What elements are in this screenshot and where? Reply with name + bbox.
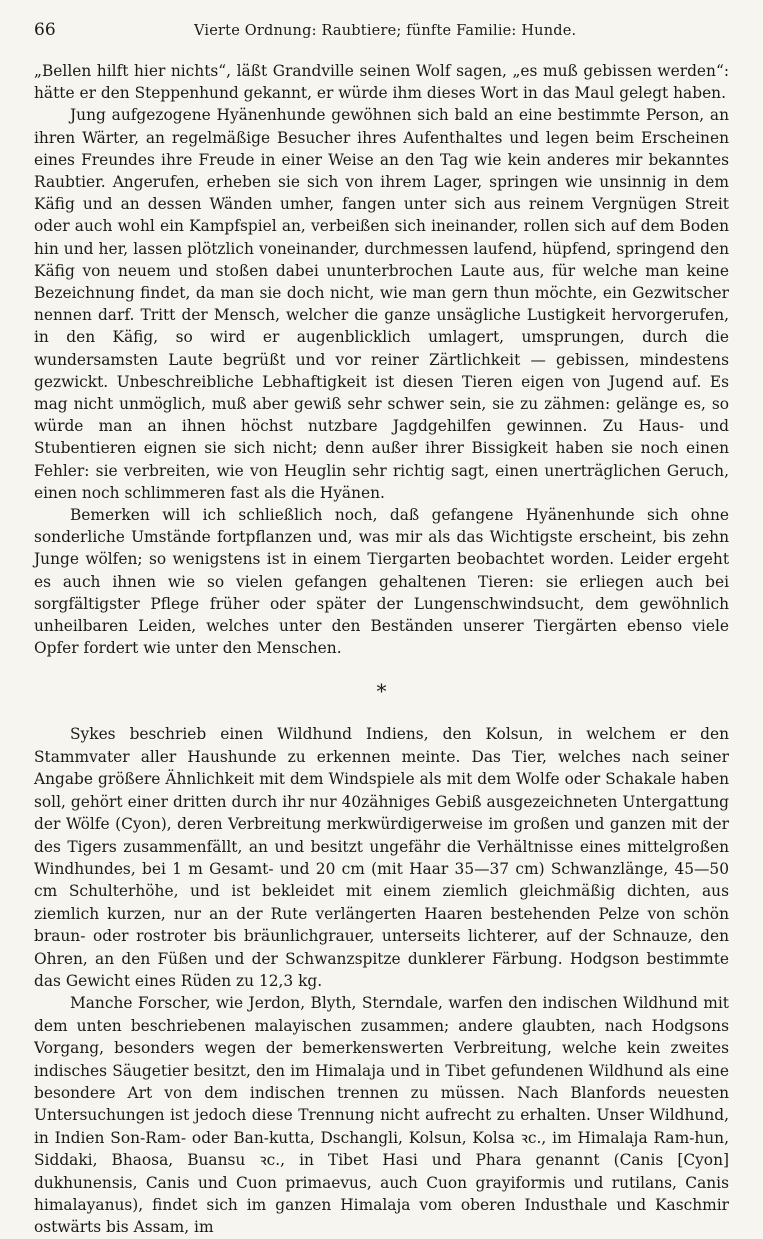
paragraph: Sykes beschrieb einen Wildhund Indiens, den Kolsun, in welchem er den Stammvater aller Haushunde zu erkennen meinte. Das Tier, welches nach seiner Angabe größere Ähnlichkeit mit dem Windspiele als mit dem Wolfe oder Schakale haben soll, gehört einer dritten durch ihr nur 40zähniges Gebiß ausgezeichneten Untergattung der Wölfe (Cyon), deren Verbreitung merkwürdigerweise im großen und ganzen mit der des Tigers zusammenfällt, an und besitzt ungefähr die Verhältnisse eines mittelgroßen Windhundes, bei 1 m Gesamt- und 20 cm (mit Haar 35—37 cm) Schwanzlänge, 45—50 cm Schulterhöhe, und ist bekleidet mit einem ziemlich gleichmäßig dichten, aus ziemlich kurzen, nur an der Rute verlängerten Haaren bestehenden Pelze von schön braun- oder rostroter bis bräunlichgrauer, unterseits lichterer, auf der Schnauze, den Ohren, an den Füßen und der Schwanzspitze dunklerer Färbung. Hodgson bestimmte das Gewicht eines Rüden zu 12,3 kg. xyxy=(34,725,729,990)
section-wildhund xyxy=(34,723,729,1238)
section-separator: * xyxy=(376,679,387,704)
running-title: Vierte Ordnung: Raubtiere; fünfte Familie: Hunde. xyxy=(194,23,577,39)
paragraph: „Bellen hilft hier nichts“, läßt Grandville seinen Wolf sagen, „es muß gebissen werden“: hätte er den Steppenhund gekannt, er würde ihm dieses Wort in das Maul gelegt haben. xyxy=(34,62,729,103)
paragraph: Manche Forscher, wie Jerdon, Blyth, Sterndale, warfen den indischen Wildhund mit dem unten beschriebenen malayischen zusammen; andere glaubten, nach Hodgsons Vorgang, besonders wegen der bemerkenswerten Verbreitung, welche kein zweites indisches Säugetier besitzt, den im Himalaja und in Tibet gefundenen Wildhund als eine besondere Art von dem indischen trennen zu müssen. Nach Blanfords neuesten Untersuchungen ist jedoch diese Trennung nicht aufrecht zu erhalten. Unser Wildhund, in Indien Son-Ram- oder Ban-kutta, Dschangli, Kolsun, Kolsa ꝛc., im Himalaja Ram-hun, Siddaki, Bhaosa, Buansu ꝛc., in Tibet Hasi und Phara genannt (Canis [Cyon] dukhunensis, Canis und Cuon primaevus, auch Cuon grayiformis und rutilans, Canis himalayanus), findet sich im ganzen Himalaja vom oberen Industhale und Kaschmir ostwärts bis Assam, im xyxy=(34,994,729,1237)
running-head xyxy=(34,20,729,44)
paragraph: Bemerken will ich schließlich noch, daß gefangene Hyänenhunde sich ohne sonderliche Umstände fortpflanzen und, was mir als das Wichtigste erscheint, bis zehn Junge wölfen; so wenigstens ist in einem Tiergarten beobachtet worden. Leider ergeht es auch ihnen wie so vielen gefangen gehaltenen Tieren: sie erliegen auch bei sorgfältigster Pflege früher oder später der Lungenschwindsucht, dem gewöhnlich unheilbaren Leiden, welches unter den Beständen unserer Tiergärten ebenso viele Opfer fordert wie unter den Menschen. xyxy=(34,506,729,658)
page-number: 66 xyxy=(34,20,56,40)
paragraph: Jung aufgezogene Hyänenhunde gewöhnen sich bald an eine bestimmte Person, an ihren Wärter, an regelmäßige Besucher ihres Aufenthaltes und legen beim Erscheinen eines Freundes ihre Freude in einer Weise an den Tag wie kein anderes mir bekanntes Raubtier. Angerufen, erheben sie sich von ihrem Lager, springen wie unsinnig in dem Käfig und an dessen Wänden umher, fangen unter sich aus reinem Vergnügen Streit oder auch wohl ein Kampfspiel an, verbeißen sich ineinander, rollen sich auf dem Boden hin und her, lassen plötzlich voneinander, durchmessen laufend, hüpfend, springend den Käfig von neuem und stoßen dabei ununterbrochen Laute aus, für welche man keine Bezeichnung findet, da man sie doch nicht, wie man gern thun möchte, ein Gezwitscher nennen darf. Tritt der Mensch, welcher die ganze unsägliche Lustigkeit hervorgerufen, in den Käfig, so wird er augenblicklich umlagert, umsprungen, durch die wundersamsten Laute begrüßt und vor reiner Zärtlichkeit — gebissen, mindestens gezwickt. Unbeschreibliche Lebhaftigkeit ist diesen Tieren eigen von Jugend auf. Es mag nicht unmöglich, muß aber gewiß sehr schwer sein, sie zu zähmen: gelänge es, so würde man an ihnen höchst nutzbare Jagdgehilfen gewinnen. Zu Haus- und Stubentieren eignen sie sich nicht; denn außer ihrer Bissigkeit haben sie noch einen Fehler: sie verbreiten, wie von Heuglin sehr richtig sagt, einen unerträglichen Geruch, einen noch schlimmeren fast als die Hyänen. xyxy=(34,106,729,502)
section-hyaenenhund xyxy=(34,60,729,659)
